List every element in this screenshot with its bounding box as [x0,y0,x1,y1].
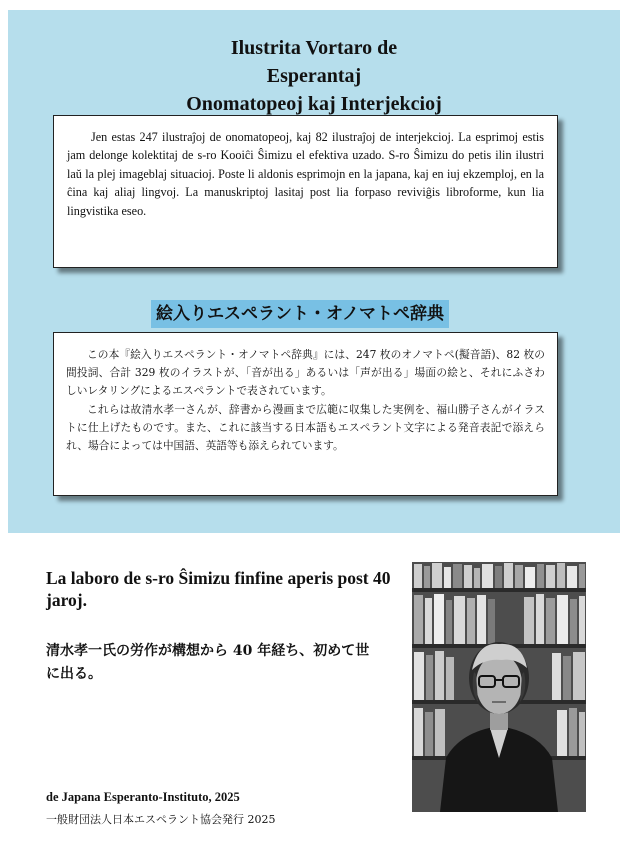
author-photo-illustration [412,562,586,812]
publisher-esperanto: de Japana Esperanto-Instituto, 2025 [46,790,240,804]
title-line-1: Ilustrita Vortaro de [230,37,398,59]
japanese-headline: 清水孝一氏の労作が構想から 40 年経ち、初めて世に出る。 [46,643,370,682]
publisher-japanese: 一般財団法人日本エスペラント協会発行 2025 [46,813,276,826]
japanese-description-para-1: この本『絵入りエスペラント・オノマトペ辞典』には、247 枚のオノマトペ(擬音語)、82 枚の間投詞、合計 329 枚のイラストが、「音が出る」あるいは「声が出る」場面の絵と、それにふさわしいレタリングによるエスペラントで表されています。 [66,348,545,398]
title-line-3: Onomatopeoj kaj Interjekcioj [186,93,442,115]
japanese-description-para-2: これらは故清水孝一さんが、辞書から漫画まで広範に収集した実例を、福山勝子さんがイラストに仕上げたものです。また、これに該当する日本語もエスペラント文字による発音表記で添えられ、場合によっては中国語、英語等も添えられています。 [66,402,545,453]
esperanto-description-box [53,115,558,268]
esperanto-description: Jen estas 247 ilustraĵoj de onomatopeoj, kaj 82 ilustraĵoj de interjekcioj. La esprimoj estis jam delonge kolektitaj de s-ro Kooiĉi Ŝimizu el efektiva uzado. S-ro Ŝimizu do petis ilin ilustri laŭ la plej imageblaj situacioj. Poste li aldonis esprimojn en la japana, kaj en iuj ekzemploj, en la ĉina kaj aliaj lingvoj. La manuskriptoj lasitaj post lia forpaso reviviĝis libroforme, kun lia lingvistika eseo. [67,130,544,218]
main-title [8,34,620,118]
japanese-title-heading: 絵入りエスペラント・オノマトペ辞典 [151,300,449,328]
japanese-description-box [53,332,558,496]
title-line-2: Esperantaj [266,65,362,87]
author-photo [412,562,586,812]
esperanto-headline: La laboro de s-ro Ŝimizu finfine aperis post 40 jaroj. [46,568,391,610]
